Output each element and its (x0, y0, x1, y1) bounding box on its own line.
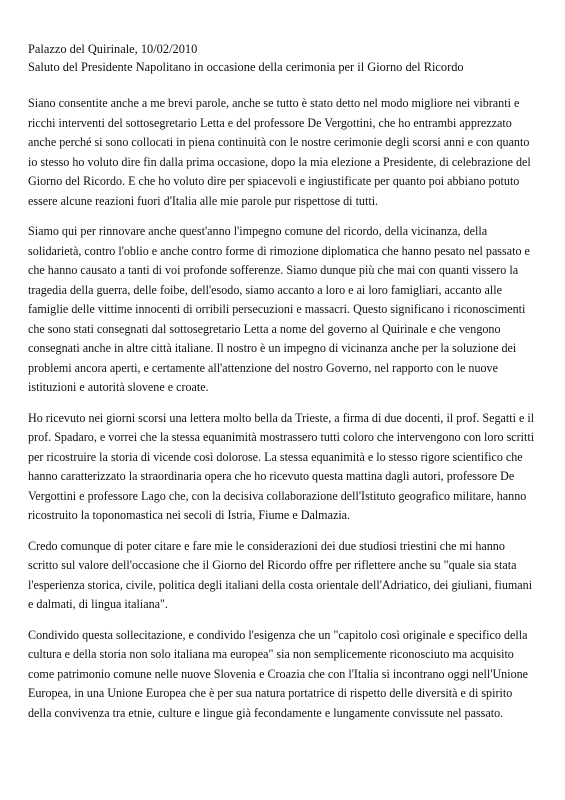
subject-line: Saluto del Presidente Napolitano in occasione della cerimonia per il Giorno del Ricordo (28, 59, 464, 74)
document-header (28, 41, 537, 76)
paragraph-2: Siamo qui per rinnovare anche quest'anno l'impegno comune del ricordo, della vicinanza, della solidarietà, contro l'oblio e anche contro forme di rimozione diplomatica che hanno pesato nel passato e che hanno causato a tanti di voi profonde sofferenze. Siamo dunque più che mai con quanti vissero la tragedia della guerra, delle foibe, dell'esodo, siamo accanto a loro e ai loro famigliari, accanto alle famiglie delle vittime innocenti di orribili persecuzioni e massacri. Questo significano i riconoscimenti che sono stati consegnati dal sottosegretario Letta a nome del governo al Quirinale e che vengono consegnati anche in altre città italiane. Il nostro è un impegno di vicinanza anche per la soluzione dei problemi ancora aperti, e certamente all'attenzione del nostro Governo, nel rapporto con le nuove istituzioni e autorità slovene e croate. (28, 224, 530, 394)
place-date-line: Palazzo del Quirinale, 10/02/2010 (28, 42, 198, 56)
paragraph-4: Credo comunque di poter citare e fare mie le considerazioni dei due studiosi triestini che mi hanno scritto sul valore dell'occasione che il Giorno del Ricordo offre per riflettere anche su "quale sia stata l'esperienza storica, civile, politica degli italiani della costa orientale dell'Adriatico, dei giuliani, fiumani e dalmati, di lingua italiana". (28, 538, 533, 611)
document-body (28, 94, 537, 723)
paragraph-1: Siano consentite anche a me brevi parole, anche se tutto è stato detto nel modo migliore nei vibranti e ricchi interventi del sottosegretario Letta e del professore De Vergottini, che ho entrambi apprezzato anche perché si sono collocati in piena continuità con le nostre cerimonie degli scorsi anni e con quanto io stesso ho voluto dire fin dalla prima occasione, dopo la mia elezione a Presidente, di celebrazione del Giorno del Ricordo. E che ho voluto dire per spiacevoli e ingiustificate per quanto poi abbiano potuto essere alcune reazioni fuori d'Italia alle mie parole pur rispettose di tutti. (28, 96, 531, 208)
paragraph-5: Condivido questa sollecitazione, e condivido l'esigenza che un "capitolo così originale e specifico della cultura e della storia non solo italiana ma europea" sia non semplicemente riconosciuto ma acquisito come patrimonio comune nelle nuove Slovenia e Croazia che con l'Italia si incontrano oggi nell'Unione Europea, in una Unione Europea che è per sua natura portatrice di rispetto delle diversità e di spirito della convivenza tra etnie, culture e lingue già fecondamente e lungamente convissute nel passato. (28, 627, 529, 720)
paragraph-3: Ho ricevuto nei giorni scorsi una lettera molto bella da Trieste, a firma di due docenti, il prof. Segatti e il prof. Spadaro, e vorrei che la stessa equanimità mostrassero tutti coloro che intervengono con loro scritti per ricostruire la storia di vicende così dolorose. La stessa equanimità e lo stesso rigore scientifico che hanno caratterizzato la straordinaria opera che ho ricevuto questa mattina dagli autori, professore De Vergottini e professore Lago che, con la decisiva collaborazione dell'Istituto geografico militare, hanno ricostruito la toponomastica nei secoli di Istria, Fiume e Dalmazia. (28, 410, 535, 522)
